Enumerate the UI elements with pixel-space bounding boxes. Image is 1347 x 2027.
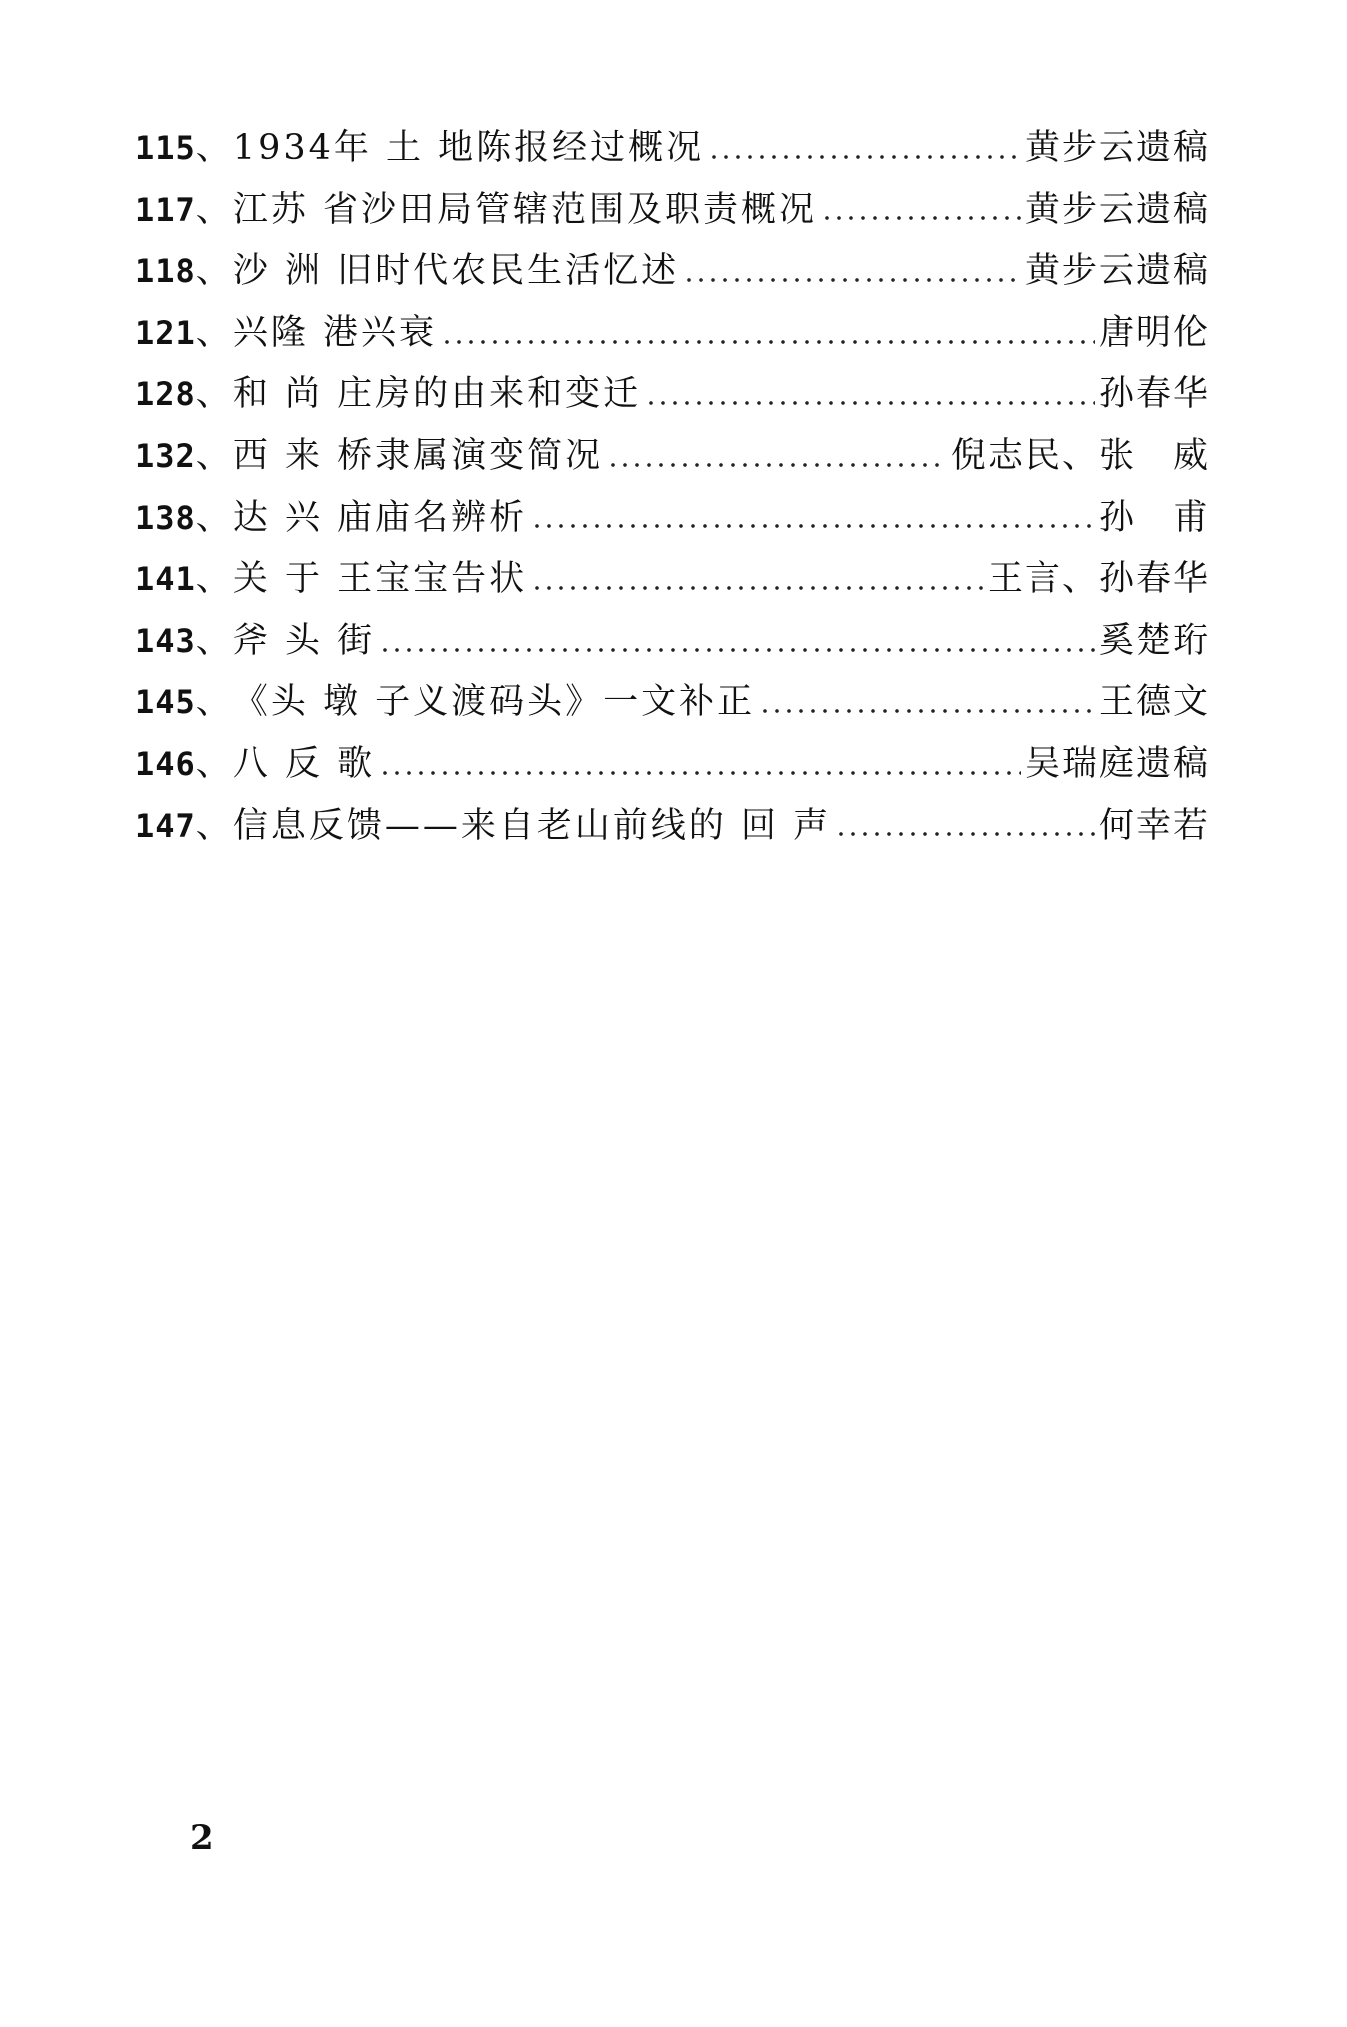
entry-separator: 、 [195,682,231,723]
page-number: 2 [190,1818,214,1858]
entry-page-number: 132 [135,436,196,475]
entry-author: 黄步云遗稿 [1024,128,1210,168]
entry-author: 王言、孙春华 [987,559,1210,600]
entry-title: 斧 头 街 [232,620,376,661]
entry-separator: 、 [195,312,231,353]
toc-entry [135,549,1210,611]
entry-separator: 、 [195,128,231,168]
toc-entry [135,364,1210,426]
entry-title: 八 反 歌 [232,743,376,784]
entry-author: 黄步云遗稿 [1024,251,1210,292]
entry-author: 王德文 [1098,682,1210,723]
toc-entry [135,180,1210,242]
entry-author: 孙 甫 [1098,497,1210,538]
entry-separator: 、 [195,435,231,476]
entry-separator: 、 [195,620,231,661]
dot-leader [645,400,1095,406]
dot-leader [683,277,1021,283]
entry-page-number: 143 [135,621,196,660]
dot-leader [531,523,1095,529]
entry-page-number: 145 [135,683,196,722]
entry-title: 兴隆 港兴衰 [232,312,437,353]
entry-author: 奚楚珩 [1098,620,1210,661]
entry-author: 黄步云遗稿 [1024,189,1210,230]
entry-separator: 、 [195,374,231,415]
toc-entry [135,241,1210,303]
entry-separator: 、 [195,497,231,538]
entry-page-number: 117 [135,190,196,229]
entry-page-number: 147 [135,806,196,845]
entry-page-number: 138 [135,498,196,537]
entry-title: 西 来 桥隶属演变简况 [232,435,604,476]
entry-page-number: 141 [135,560,196,599]
toc-entry [135,426,1210,488]
toc-entry [135,488,1210,550]
entry-page-number: 146 [135,744,196,783]
dot-leader [835,831,1095,837]
entry-author: 孙春华 [1098,374,1210,415]
entry-title: 江苏 省沙田局管辖范围及职责概况 [232,189,817,230]
entry-title: 关 于 王宝宝告状 [232,559,528,600]
entry-title: 沙 洲 旧时代农民生活忆述 [232,251,680,292]
toc-entry [135,796,1210,858]
entry-separator: 、 [195,251,231,292]
entry-author: 何幸若 [1098,805,1210,846]
entry-page-number: 118 [135,252,196,291]
entry-page-number: 115 [135,129,196,167]
entry-separator: 、 [195,189,231,230]
toc-entry [135,303,1210,365]
entry-title: 1934年 土 地陈报经过概况 [232,128,705,168]
table-of-contents [135,118,1210,857]
dot-leader [441,339,1095,345]
dot-leader [607,462,947,468]
entry-title: 《头 墩 子义渡码头》一文补正 [232,682,756,723]
dot-leader [708,154,1021,160]
entry-page-number: 121 [135,313,196,352]
entry-title: 达 兴 庙庙名辨析 [232,497,528,538]
entry-author: 唐明伦 [1098,312,1210,353]
dot-leader [821,215,1021,221]
dot-leader [379,770,1021,776]
entry-separator: 、 [195,743,231,784]
entry-separator: 、 [195,559,231,600]
entry-title: 信息反馈——来自老山前线的 回 声 [232,805,832,846]
toc-entry [135,611,1210,673]
toc-entry [135,118,1210,180]
entry-page-number: 128 [135,375,196,414]
dot-leader [379,647,1095,653]
toc-entry [135,672,1210,734]
dot-leader [531,585,984,591]
toc-entry [135,734,1210,796]
entry-title: 和 尚 庄房的由来和变迁 [232,374,642,415]
entry-separator: 、 [195,805,231,846]
entry-author: 倪志民、张 威 [950,435,1210,476]
entry-author: 吴瑞庭遗稿 [1024,743,1210,784]
dot-leader [759,708,1095,714]
